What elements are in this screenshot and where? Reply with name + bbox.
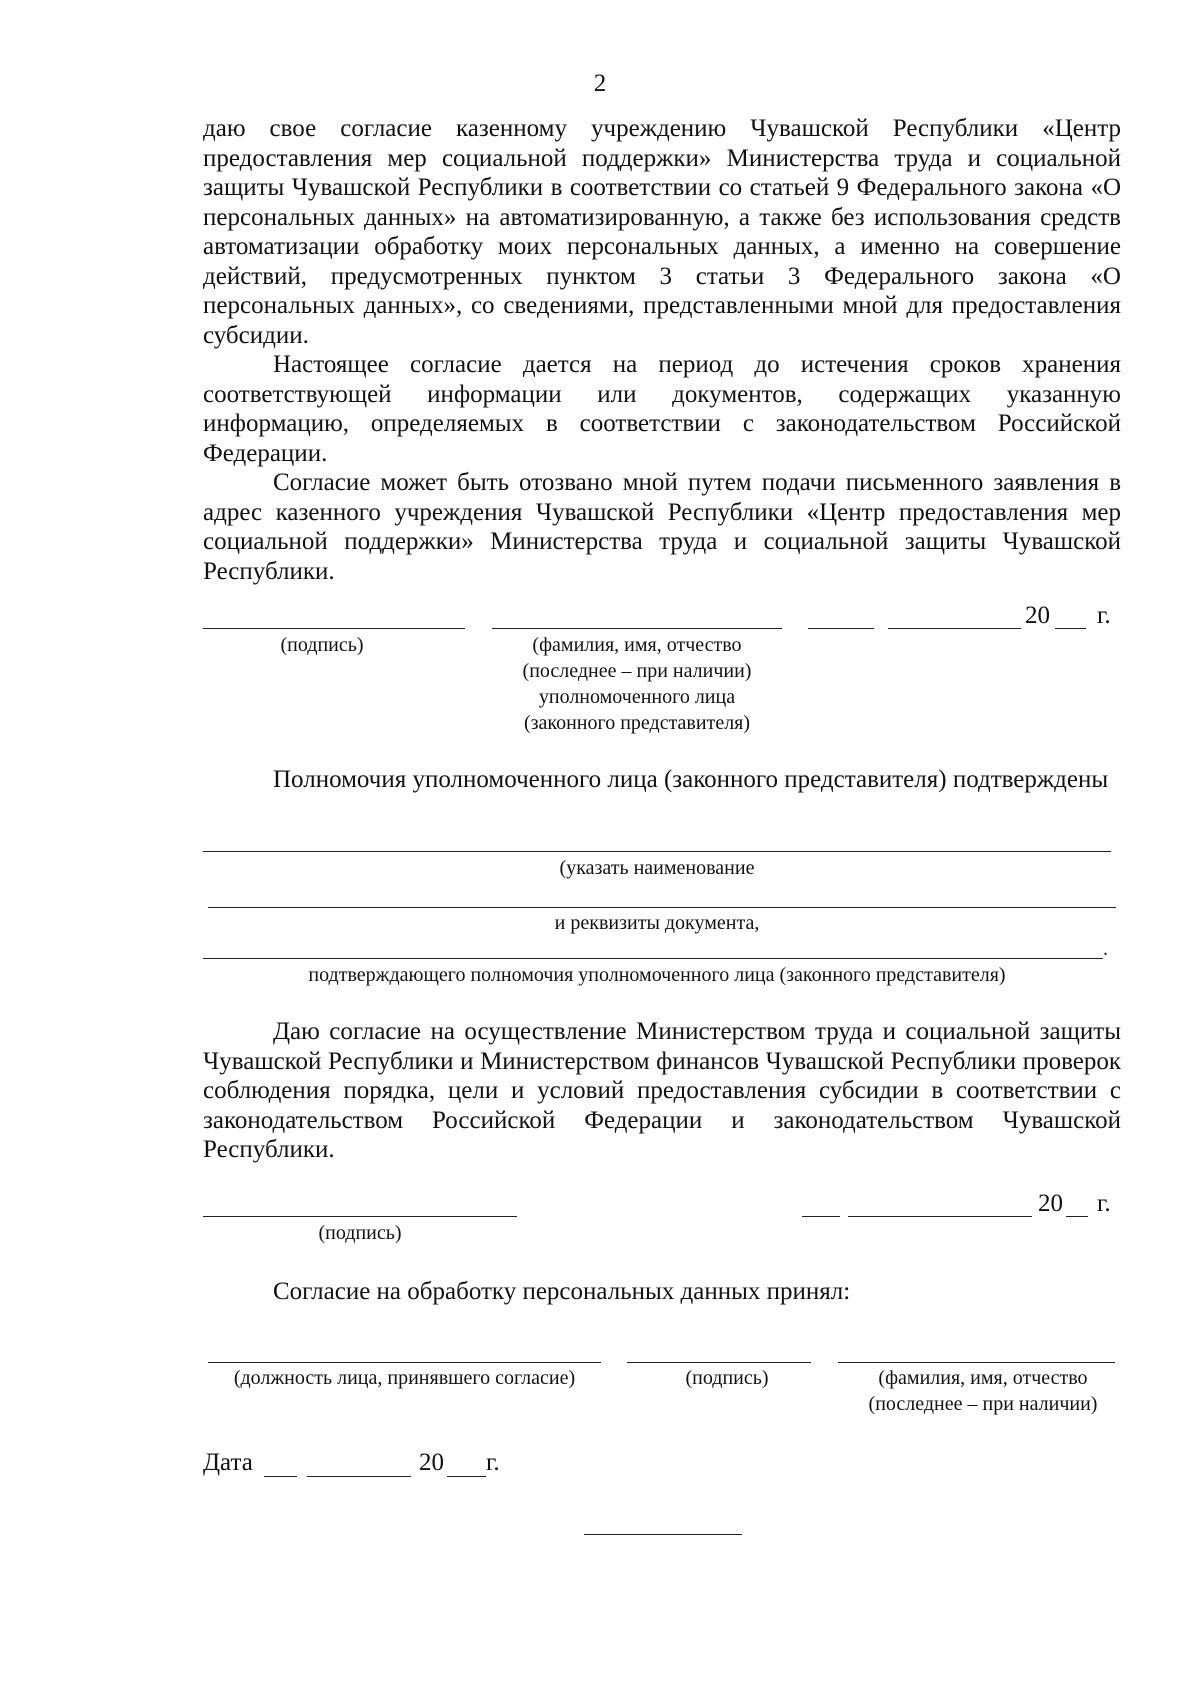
day-line-1: [808, 628, 874, 629]
date-year-line: [447, 1476, 486, 1477]
authority-caption-3: подтверждающего полномочия уполномоченного лица (законного представителя): [308, 964, 1006, 986]
consent-paragraph-3: Согласие может быть отозвано мной путем подачи письменного заявления в адрес казенного учреждения Чувашской Республики «Центр предоставления мер социальной поддержки» Министерства труда и социальной защиты Чувашской Республики.: [203, 469, 1121, 585]
date-year-suffix: г.: [486, 1449, 500, 1476]
consent-paragraph-1: даю свое согласие казенному учреждению Чувашской Республики «Центр предоставления мер социальной поддержки» Министерства труда и социальной защиты Чувашской Республики в соответствии со статьей 9 Федерального закона «О персональных данных» на автоматизированную, а также без использования средств автоматизации обработку моих персональных данных, а именно на совершение действий, предусмотренных пунктом 3 статьи 3 Федерального закона «О персональных данных», со сведениями, представленными мной для предоставления субсидии.: [203, 115, 1121, 349]
date-month-line: [307, 1476, 411, 1477]
day-line-2: [802, 1216, 840, 1217]
accepted-name-line: [838, 1362, 1115, 1363]
closing-divider: [584, 1534, 742, 1535]
signature-line-1: [203, 628, 465, 629]
accepted-text: Согласие на обработку персональных данных принял:: [273, 1278, 851, 1305]
page-number: 2: [593, 70, 607, 97]
date-year-prefix: 20: [419, 1449, 444, 1476]
authority-line-2: [208, 907, 1116, 908]
date-day-line: [264, 1476, 297, 1477]
accepted-signature-line: [627, 1362, 811, 1363]
month-line-2: [848, 1216, 1032, 1217]
year-suffix-1: г.: [1097, 602, 1111, 629]
month-line-1: [888, 628, 1021, 629]
authority-line-1: [203, 851, 1111, 852]
verification-consent-text: Даю согласие на осуществление Министерством труда и социальной защиты Чувашской Республики и Министерством финансов Чувашской Республики проверок соблюдения порядка, цели и условий предоставления субсидии в соответствии с законодательством Российской Федерации и законодательством Чувашской Республики.: [203, 1018, 1121, 1163]
year-prefix-2: 20: [1038, 1190, 1063, 1217]
name-line-1: [492, 628, 782, 629]
authority-text: Полномочия уполномоченного лица (законного представителя) подтверждены: [273, 766, 1109, 793]
authority-line-dot: .: [1103, 938, 1108, 960]
authority-caption-1: (указать наименование: [559, 857, 755, 879]
signature-caption-2: (подпись): [318, 1222, 402, 1244]
accepted-signature-caption: (подпись): [685, 1367, 769, 1389]
accepted-name-caption: (фамилия, имя, отчество (последнее – при наличии): [868, 1367, 1098, 1415]
consent-paragraph-2: Настоящее согласие дается на период до истечения сроков хранения соответствующей информации или документов, содержащих указанную информацию, определяемых в соответствии с законодательством Российской Федерации.: [203, 351, 1121, 467]
name-caption-1: (фамилия, имя, отчество (последнее – при наличии) уполномоченного лица (законного представителя): [522, 634, 752, 734]
date-label: Дата: [203, 1449, 253, 1476]
authority-caption-2: и реквизиты документа,: [554, 912, 760, 934]
year-line-2: [1066, 1216, 1088, 1217]
year-suffix-2: г.: [1097, 1190, 1111, 1217]
signature-line-2: [203, 1216, 517, 1217]
year-line-1: [1055, 628, 1086, 629]
position-line: [208, 1362, 601, 1363]
signature-caption-1: (подпись): [280, 634, 364, 656]
year-prefix-1: 20: [1025, 602, 1050, 629]
authority-line-3: [203, 958, 1103, 959]
position-caption: (должность лица, принявшего согласие): [233, 1367, 576, 1389]
consent-text: [203, 114, 1121, 586]
